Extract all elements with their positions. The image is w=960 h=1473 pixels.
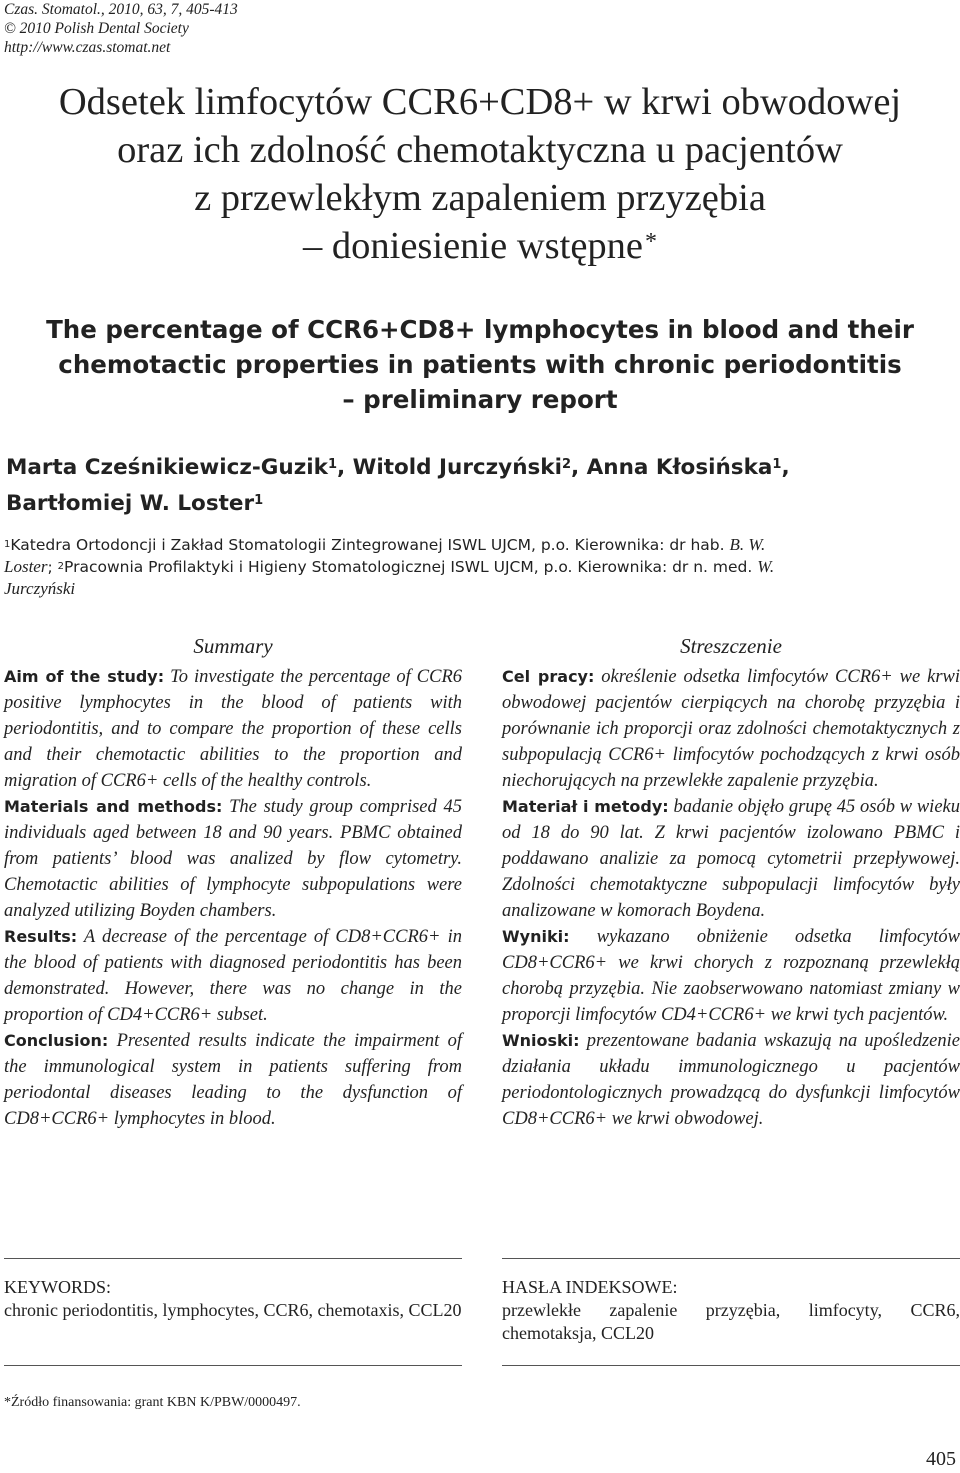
keywords-top-rule [4, 1258, 462, 1259]
author-line [6, 486, 956, 522]
journal-url[interactable]: http://www.czas.stomat.net [4, 39, 171, 56]
streszczenie-methods [502, 794, 960, 924]
journal-copyright: © 2010 Polish Dental Society [4, 20, 189, 37]
affil-mark: 1 [4, 539, 11, 550]
summary-methods-text: The study group comprised 45 individuals aged between 18 and 90 years. PBMC obtained from patients’ blood was analized by flow cytometry. Chemotactic abilities of lymphocyte subpopulations were analyzed utilizing Boyden chambers. [4, 797, 462, 921]
title-pl-line: Odsetek limfocytów CCR6+CD8+ w krwi obwodowej [58, 81, 902, 123]
author-separator: , [781, 455, 790, 480]
summary-aim-label: Aim of the study: [4, 667, 165, 686]
streszczenie-aim-label: Cel pracy: [502, 667, 595, 686]
hasla-block [502, 1276, 960, 1345]
affiliation-line [4, 556, 956, 578]
affiliation-head-name: B. W. [729, 535, 766, 554]
streszczenie-results-text: wykazano obniżenie odsetka limfocytów CD8+CCR6+ we krwi chorych z rozpoznaną przewlekłą chorobą przyzębia. Nie zaobserwowano natomiast zmiany w proporcji limfocytów CD4+CCR6+ we krwi tych pacjentów. [502, 927, 960, 1025]
hasla-text: przewlekłe zapalenie przyzębia, limfocyty, CCR6, chemotaksja, CCL20 [502, 1300, 960, 1343]
title-polish [0, 78, 960, 270]
streszczenie-methods-text: badanie objęło grupę 45 osób w wieku od 18 do 90 lat. Z krwi pacjentów izolowano PBMC i poddawano analizie za pomocą cytometrii przepływowej. Zdolności chemotaktyczne subpopulacji limfocytów były analizowane w komorach Boydena. [502, 797, 960, 921]
keywords-heading: KEYWORDS: [4, 1277, 111, 1297]
author-name: , Witold Jurczyński [336, 455, 562, 480]
title-pl-line-text: – doniesienie wstępne [303, 225, 643, 267]
author-name: , Anna Kłosińska [571, 455, 773, 480]
title-en-line: – preliminary report [342, 385, 618, 414]
summary-conclusion-label: Conclusion: [4, 1031, 109, 1050]
keywords-block [4, 1276, 462, 1322]
title-en-line: chemotactic properties in patients with chronic periodontitis [58, 350, 902, 379]
keywords-text: chronic periodontitis, lymphocytes, CCR6, chemotaxis, CCL20 [4, 1300, 462, 1320]
affil-mark: 2 [57, 561, 64, 572]
affiliation-text: Pracownia Profilaktyki i Higieny Stomatologicznej ISWL UJCM, p.o. Kierownika: dr n. med. [64, 558, 758, 576]
streszczenie-conclusion [502, 1028, 960, 1132]
affiliation-head-name: Jurczyński [4, 579, 76, 598]
funding-footnote: *Źródło finansowania: grant KBN K/PBW/0000497. [4, 1395, 301, 1410]
affiliation-text: Katedra Ortodoncji i Zakład Stomatologii Zintegrowanej ISWL UJCM, p.o. Kierownika: dr hab. [10, 536, 730, 554]
hasla-heading: HASŁA INDEKSOWE: [502, 1277, 678, 1297]
hasla-bottom-rule [502, 1365, 960, 1366]
streszczenie-methods-label: Materiał i metody: [502, 797, 669, 816]
summary-heading: Summary [193, 634, 273, 658]
affiliation-head-name: W. [757, 557, 775, 576]
author-affil-mark: 2 [561, 457, 572, 472]
summary-column [4, 630, 462, 1132]
author-affil-mark: 1 [254, 493, 264, 508]
page-number: 405 [926, 1448, 956, 1470]
funding-footnote-mark: * [645, 229, 657, 255]
streszczenie-conclusion-text: prezentowane badania wskazują na upośledzenie działania układu immunologicznego u pacjentów periodontologicznych prowadzącą do dysfunkcji limfocytów CD8+CCR6+ we krwi obwodowej. [502, 1031, 960, 1129]
author-affil-mark: 1 [327, 457, 337, 472]
journal-citation: Czas. Stomatol., 2010, 63, 7, 405-413 [4, 1, 238, 18]
author-list [6, 450, 956, 522]
summary-aim-text: To investigate the percentage of CCR6 positive lymphocytes in the blood of patients with periodontitis, and to compare the proportion of these cells and their chemotactic abilities to the proportion and migration of CCR6+ cells of the healthy controls. [4, 667, 462, 791]
title-pl-line: oraz ich zdolność chemotaktyczna u pacjentów [117, 129, 843, 171]
author-affil-mark: 1 [772, 457, 782, 472]
hasla-top-rule [502, 1258, 960, 1259]
affiliation-line [4, 578, 956, 600]
summary-methods [4, 794, 462, 924]
streszczenie-heading: Streszczenie [680, 634, 782, 658]
author-name: Bartłomiej W. Loster [6, 491, 255, 516]
title-en-line: The percentage of CCR6+CD8+ lymphocytes in blood and their [46, 315, 914, 344]
summary-conclusion [4, 1028, 462, 1132]
streszczenie-results [502, 924, 960, 1028]
summary-conclusion-text: Presented results indicate the impairment of the immunological system in patients suffering from periodontal diseases leading to the dysfunction of CD8+CCR6+ lymphocytes in blood. [4, 1031, 462, 1129]
affiliations [4, 534, 956, 600]
title-english [0, 312, 960, 417]
affiliation-line [4, 534, 956, 556]
streszczenie-aim [502, 664, 960, 794]
summary-results-text: A decrease of the percentage of CD8+CCR6+ in the blood of patients with diagnosed periodontitis has been demonstrated. However, there was no change in the proportion of CD4+CCR6+ subset. [4, 927, 462, 1025]
summary-results-label: Results: [4, 927, 78, 946]
streszczenie-results-label: Wyniki: [502, 927, 570, 946]
summary-methods-label: Materials and methods: [4, 797, 223, 816]
author-name: Marta Cześnikiewicz-Guzik [6, 455, 328, 480]
journal-header [4, 0, 238, 57]
summary-aim [4, 664, 462, 794]
title-pl-line [0, 222, 960, 270]
streszczenie-aim-text: określenie odsetka limfocytów CCR6+ we krwi obwodowej pacjentów cierpiących na chorobę przyzębia i porównanie ich proporcji oraz zdolności chemotaktycznych z subpopulacją CCR6+ limfocytów pochodzących z krwi osób niechorujących na przewlekłe zapalenie przyzębia. [502, 667, 960, 791]
title-pl-line: z przewlekłym zapaleniem przyzębia [194, 177, 766, 219]
streszczenie-conclusion-label: Wnioski: [502, 1031, 580, 1050]
affiliation-head-name: Loster [4, 557, 48, 576]
streszczenie-column [502, 630, 960, 1132]
author-line [6, 450, 956, 486]
affiliation-separator: ; [47, 558, 58, 576]
summary-results [4, 924, 462, 1028]
keywords-bottom-rule [4, 1365, 462, 1366]
